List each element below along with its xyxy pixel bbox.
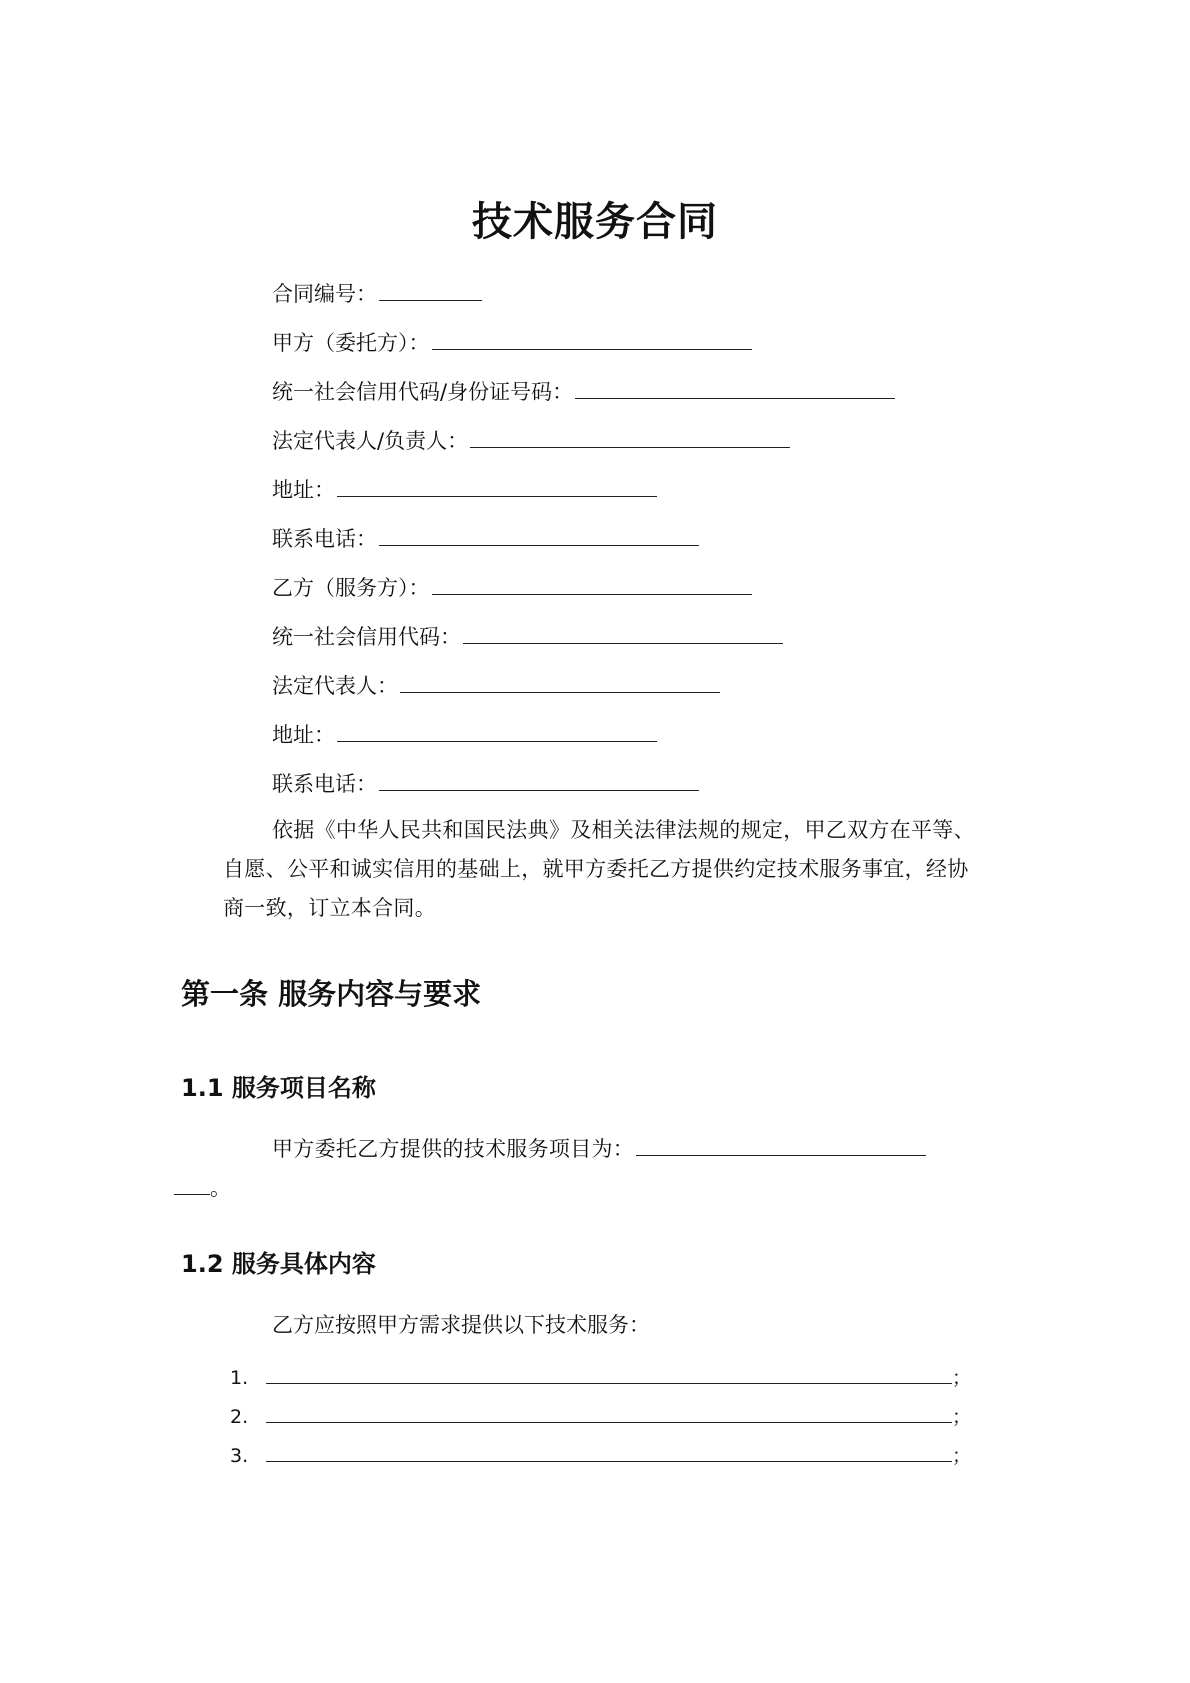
field-label: 地址： (272, 723, 335, 747)
blank-line[interactable] (636, 1133, 926, 1156)
blank-line[interactable] (432, 572, 752, 595)
field-party-b-address (272, 719, 657, 750)
field-label: 地址： (272, 478, 335, 502)
blank-line[interactable] (337, 474, 657, 497)
list-item (230, 1364, 971, 1392)
blank-line[interactable] (379, 523, 699, 546)
field-party-a-address (272, 474, 657, 505)
article-1-heading: 第一条 服务内容与要求 (181, 977, 482, 1011)
field-party-b-phone (272, 768, 699, 799)
section-1-1-paragraph (210, 1130, 975, 1208)
field-party-a-phone (272, 523, 699, 554)
blank-line[interactable] (266, 1404, 952, 1423)
blank-line[interactable] (379, 278, 482, 301)
field-label: 法定代表人/负责人： (272, 429, 469, 453)
blank-line[interactable] (400, 670, 720, 693)
field-party-b (272, 572, 752, 603)
blank-line[interactable] (379, 768, 699, 791)
field-label: 联系电话： (272, 772, 377, 796)
field-party-a-code (272, 376, 895, 407)
list-end: ； (952, 1445, 972, 1467)
blank-line[interactable] (266, 1443, 952, 1462)
field-contract-no (272, 278, 482, 309)
field-label: 统一社会信用代码/身份证号码： (272, 380, 574, 404)
field-label: 联系电话： (272, 527, 377, 551)
field-label: 合同编号： (272, 282, 377, 306)
blank-line[interactable] (575, 376, 895, 399)
section-1-1-heading: 1.1 服务项目名称 (181, 1074, 376, 1102)
field-party-b-code (272, 621, 783, 652)
field-party-a (272, 327, 752, 358)
preamble-paragraph: 依据《中华人民共和国民法典》及相关法律法规的规定，甲乙双方在平等、自愿、公平和诚实信用的基础上，就甲方委托乙方提供约定技术服务事宜，经协商一致，订立本合同。 (223, 818, 975, 920)
blank-line[interactable] (266, 1365, 952, 1384)
list-number: 3. (230, 1445, 249, 1467)
blank-line[interactable] (432, 327, 752, 350)
list-item (230, 1442, 971, 1470)
field-label: 甲方（委托方）： (272, 331, 430, 355)
blank-line[interactable] (463, 621, 783, 644)
blank-line[interactable] (337, 719, 657, 742)
field-party-a-rep (272, 425, 790, 456)
section-1-2-text: 乙方应按照甲方需求提供以下技术服务： (272, 1313, 650, 1337)
field-label: 乙方（服务方）： (272, 576, 430, 600)
blank-line[interactable] (470, 425, 790, 448)
field-party-b-rep (272, 670, 720, 701)
field-label: 统一社会信用代码： (272, 625, 461, 649)
blank-line-continued[interactable] (174, 1172, 210, 1195)
list-item (230, 1403, 971, 1431)
field-label: 法定代表人： (272, 674, 398, 698)
list-end: ； (952, 1406, 972, 1428)
list-number: 1. (230, 1367, 249, 1389)
document-title: 技术服务合同 (472, 199, 718, 245)
section-1-1-text: 甲方委托乙方提供的技术服务项目为： (272, 1137, 635, 1161)
sentence-end: 。 (210, 1176, 232, 1200)
list-number: 2. (230, 1406, 249, 1428)
list-end: ； (952, 1367, 972, 1389)
section-1-2-heading: 1.2 服务具体内容 (181, 1250, 376, 1278)
